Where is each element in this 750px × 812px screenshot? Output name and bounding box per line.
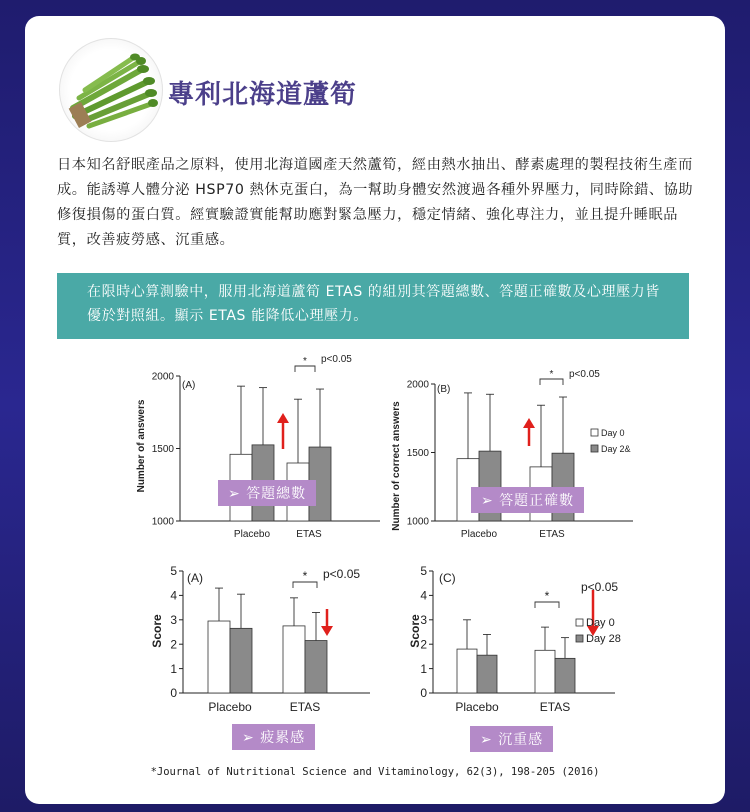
bar [477, 655, 497, 693]
y-tick-label: 1500 [406, 448, 429, 459]
y-tick-label: 0 [420, 686, 427, 701]
legend-swatch [576, 635, 583, 642]
trend-arrow-head [277, 413, 289, 423]
x-tick-label: Placebo [208, 700, 252, 714]
trend-arrow-head [321, 626, 333, 636]
caption-fatigue: ➢ 疲累感 [232, 724, 315, 750]
bar [305, 641, 327, 693]
p-value-annotation: p<0.05 [321, 354, 352, 365]
y-axis-label: Number of correct answers [391, 401, 402, 531]
intro-paragraph: 日本知名舒眠產品之原料，使用北海道國產天然蘆筍，經由熱水抽出、酵素處理的製程技術生產而成。能誘導人體分泌 HSP70 熱休克蛋白，為一幫助身體安然渡過各種外界壓力，同時除錯、協助修復損傷的蛋白質。經實驗證實能幫助應對緊急壓力，穩定情緒、強化專注力，並且提升睡眠品質，改善疲勞感、沉重感。 [57, 157, 694, 248]
y-tick-label: 2 [420, 637, 427, 652]
panel-label: (C) [439, 571, 456, 585]
legend-label: Day 0 [601, 428, 625, 438]
chevron-right-icon: ➢ [480, 732, 499, 748]
chevron-right-icon: ➢ [242, 730, 261, 746]
content-card [25, 16, 725, 804]
panel-label: (A) [187, 571, 203, 585]
legend-swatch [591, 445, 598, 452]
significance-star: * [549, 369, 554, 380]
y-tick-label: 1 [170, 661, 177, 676]
x-tick-label: Placebo [460, 529, 498, 540]
panel-label: (B) [437, 384, 451, 395]
y-tick-label: 2 [170, 637, 177, 652]
trend-arrow-head [523, 418, 535, 428]
x-tick-label: ETAS [539, 529, 565, 540]
panel-label: (A) [182, 380, 196, 391]
caption-total-answers: ➢ 答題總數 [218, 480, 316, 506]
legend-label: Day 2& [601, 444, 631, 454]
y-tick-label: 1000 [151, 516, 174, 528]
y-tick-label: 2000 [406, 379, 429, 391]
legend-swatch [576, 619, 583, 626]
caption-correct-answers: ➢ 答題正確數 [471, 487, 584, 513]
charts-layer [25, 16, 725, 804]
significance-star: * [303, 356, 307, 367]
y-axis-label: Number of answers [136, 399, 147, 493]
bar [283, 626, 305, 693]
x-tick-label: ETAS [289, 700, 321, 714]
bar [457, 649, 477, 693]
reference-citation: *Journal of Nutritional Science and Vitaminology, 62(3), 198-205 (2016) [150, 766, 600, 778]
significance-star: * [302, 569, 308, 583]
y-tick-label: 4 [170, 588, 177, 603]
y-tick-label: 2000 [151, 371, 174, 383]
highlight-text: 在限時心算測驗中，服用北海道蘆筍 ETAS 的組別其答題總數、答題正確數及心理壓力皆優於對照組。顯示 ETAS 能降低心理壓力。 [87, 284, 660, 324]
y-tick-label: 5 [170, 564, 177, 579]
chevron-right-icon: ➢ [481, 493, 500, 509]
y-tick-label: 4 [420, 588, 427, 603]
y-axis-label: Score [408, 614, 422, 648]
y-axis-label: Score [150, 614, 164, 648]
x-tick-label: Placebo [233, 529, 271, 540]
page-title: 專利北海道蘆筍 [168, 80, 358, 110]
legend-swatch [591, 429, 598, 436]
y-tick-label: 0 [170, 686, 177, 701]
p-value-annotation: p<0.05 [323, 567, 361, 581]
x-tick-label: ETAS [296, 529, 322, 540]
bar [230, 628, 252, 693]
chevron-right-icon: ➢ [228, 486, 247, 502]
y-tick-label: 3 [170, 613, 177, 627]
significance-star: * [544, 589, 550, 603]
bar [535, 650, 555, 693]
bar [555, 658, 575, 693]
bar [208, 621, 230, 693]
y-tick-label: 1500 [151, 444, 174, 455]
p-value-annotation: p<0.05 [581, 580, 619, 594]
x-tick-label: Placebo [455, 700, 499, 714]
y-tick-label: 1000 [406, 516, 429, 528]
legend-label: Day 28 [586, 633, 621, 645]
y-tick-label: 5 [420, 564, 427, 579]
x-tick-label: ETAS [539, 700, 571, 714]
y-tick-label: 3 [420, 613, 427, 627]
p-value-annotation: p<0.05 [569, 369, 600, 380]
y-tick-label: 1 [420, 661, 427, 676]
legend-label: Day 0 [586, 617, 615, 629]
caption-heaviness: ➢ 沉重感 [470, 726, 553, 752]
